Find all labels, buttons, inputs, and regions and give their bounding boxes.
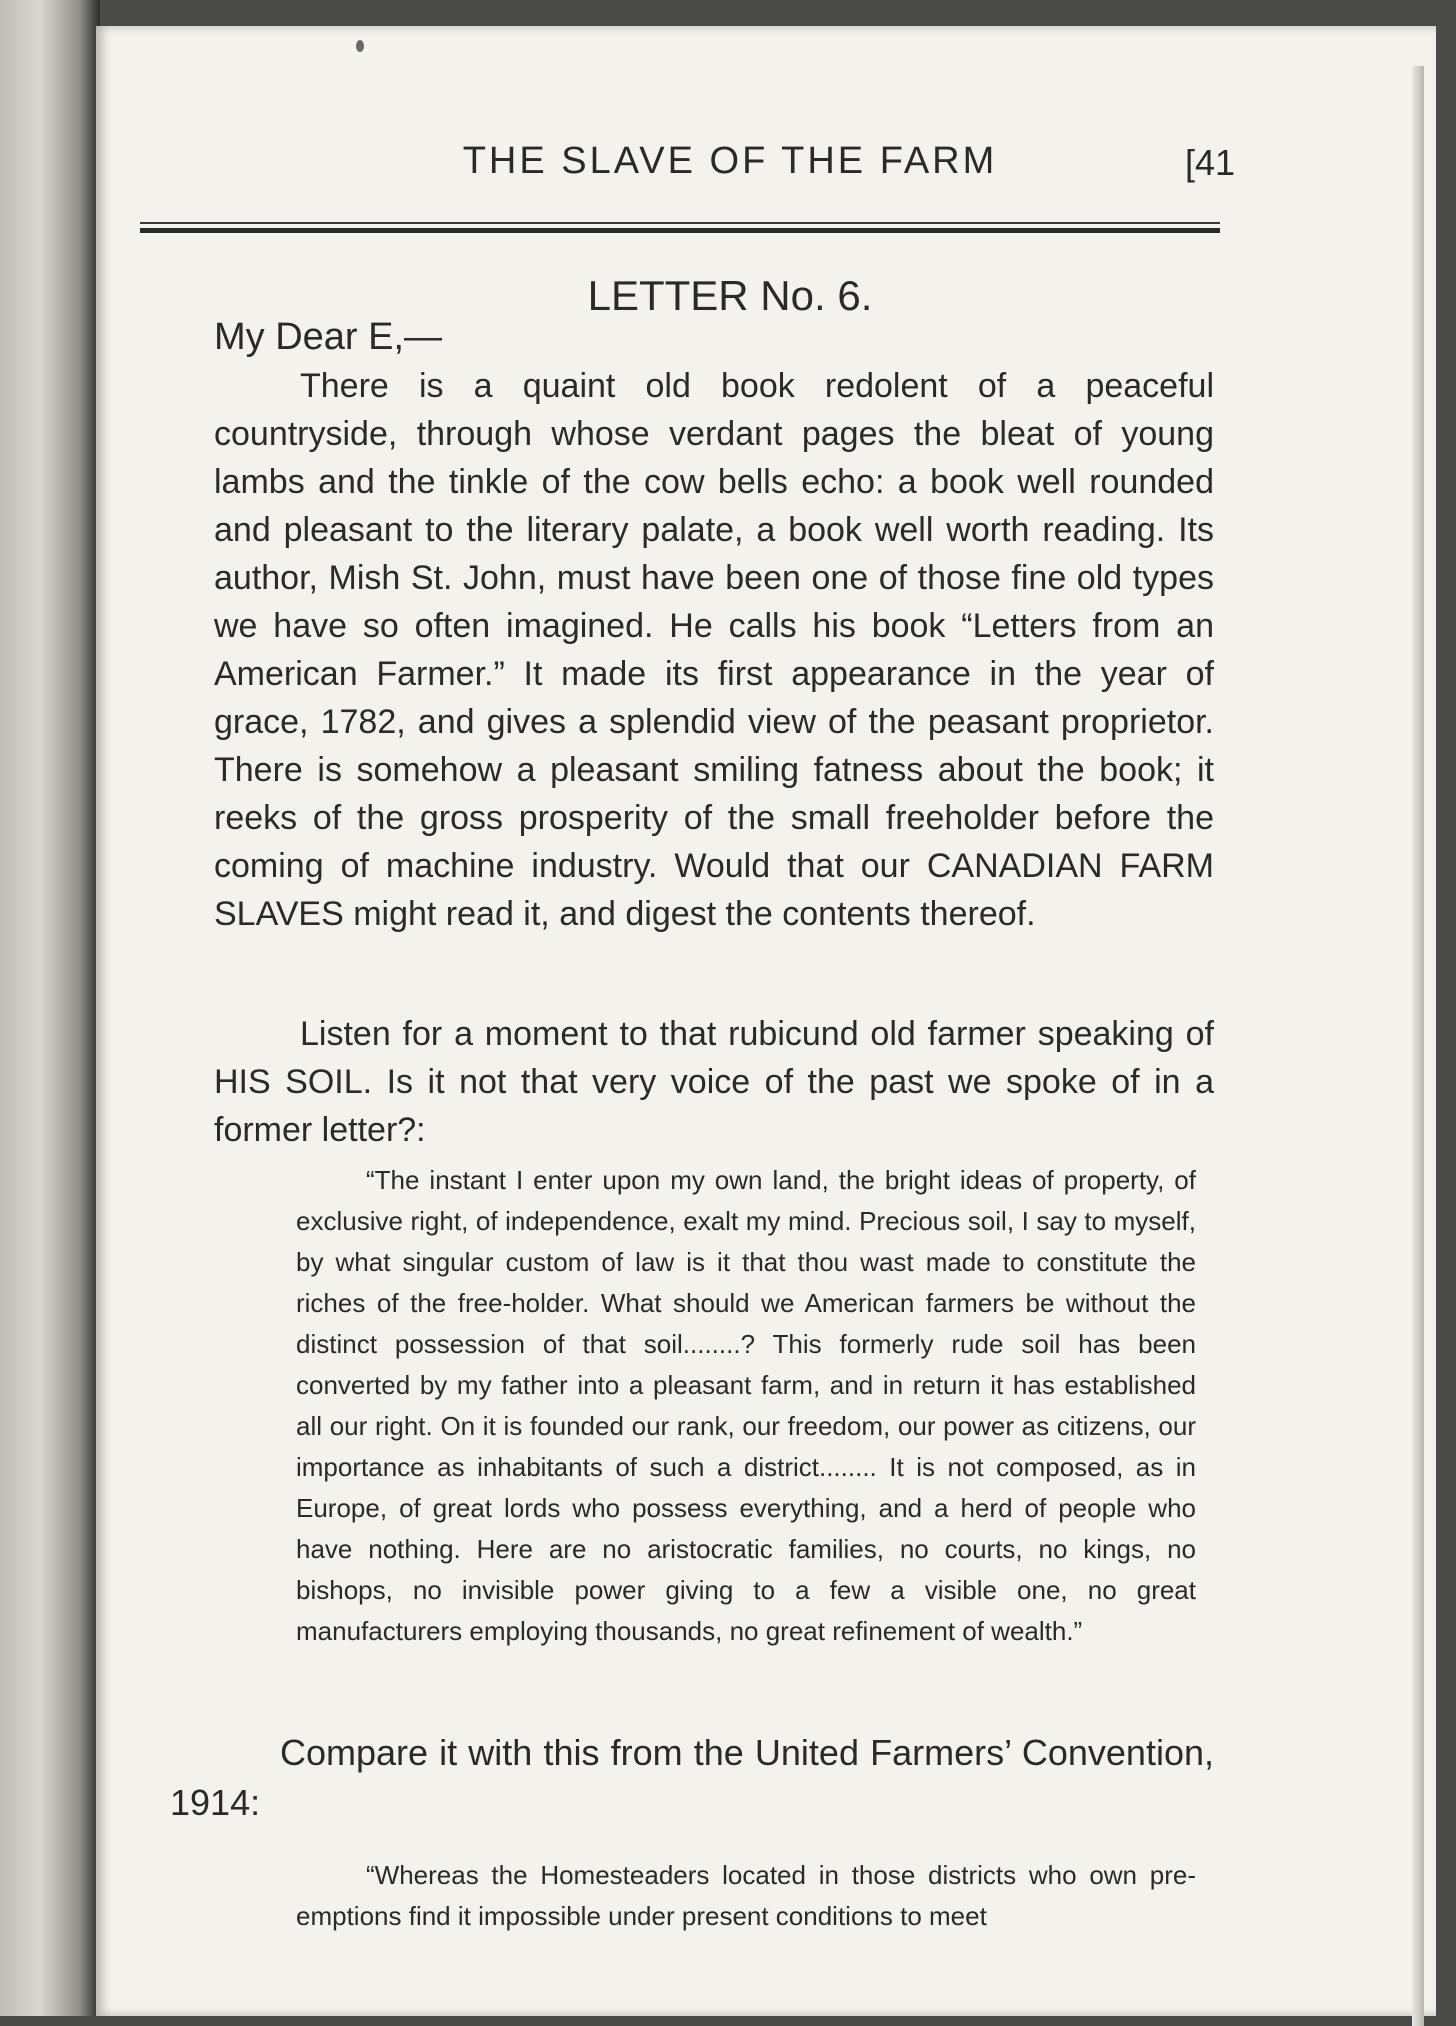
- body-paragraph-2: Listen for a moment to that rubicund old farmer speaking of HIS SOIL. Is it not that very voice of the past we spoke of in a former letter?:: [214, 1015, 1214, 1149]
- ink-speck: [356, 40, 364, 52]
- page-edge: [1412, 66, 1424, 2026]
- body-paragraph-1: There is a quaint old book redolent of a peaceful countryside, through whose verdant pages the bleat of young lambs and the tinkle of the cow bells echo: a book well rounded and pleasant to the literary palate, a book well worth reading. Its author, Mish St. John, must have been one of those fine old types we have so often imagined. He calls his book “Letters from an American Farmer.” It made its first appearance in the year of grace, 1782, and gives a splendid view of the peasant proprietor. There is somehow a pleasant smiling fatness about the book; it reeks of the gross prosperity of the small freeholder before the coming of machine industry. Would that our CANADIAN FARM SLAVES might read it, and digest the contents thereof.: [214, 367, 1214, 933]
- page-number: [41: [1185, 142, 1236, 183]
- block-quote-2: “Whereas the Homesteaders located in those districts who own pre-emptions find it impossible under present conditions to meet: [296, 1860, 1196, 1931]
- header-rule-thin: [140, 222, 1220, 224]
- book-spine: [0, 0, 100, 2016]
- running-title: THE SLAVE OF THE FARM: [462, 140, 998, 182]
- header-rule-thick: [140, 228, 1220, 233]
- body-paragraph-3: Compare it with this from the United Farmers’ Convention, 1914:: [170, 1732, 1214, 1823]
- block-quote-1: “The instant I enter upon my own land, the bright ideas of property, of exclusive right, of independence, exalt my mind. Precious soil, I say to myself, by what singular custom of law is it that thou wast made to constitute the riches of the free-holder. What should we American farmers be without the distinct possession of that soil........? This formerly rude soil has been converted by my father into a pleasant farm, and in return it has established all our right. On it is founded our rank, our freedom, our power as citizens, our importance as inhabitants of such a district........ It is not composed, as in Europe, of great lords who possess everything, and a herd of people who have nothing. Here are no aristocratic families, no courts, no kings, no bishops, no invisible power giving to a few a visible one, no great manufacturers employing thousands, no great refinement of wealth.”: [296, 1165, 1196, 1646]
- letter-title: LETTER No. 6.: [587, 272, 873, 319]
- salutation: My Dear E,—: [214, 316, 443, 358]
